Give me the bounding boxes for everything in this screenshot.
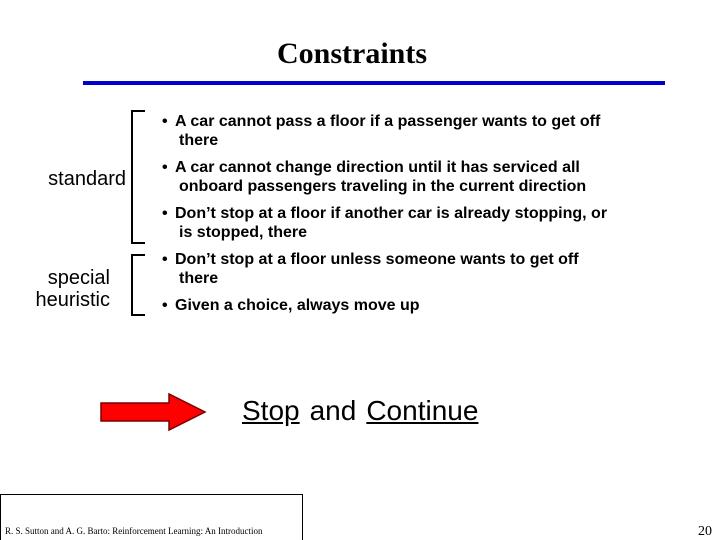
page-number: 20	[698, 524, 712, 539]
stop-and-continue-callout	[242, 393, 478, 429]
constraint-bullet	[162, 112, 682, 150]
title-underline-rule	[83, 81, 665, 85]
bullet-text: Don’t stop at a floor unless someone wants to get off	[175, 251, 579, 268]
category-label-special-heuristic	[10, 267, 110, 311]
standard-bracket	[131, 110, 145, 244]
bullet-glyph: •	[162, 297, 168, 314]
bullet-glyph: •	[162, 205, 168, 222]
callout-word-stop: Stop	[242, 395, 300, 426]
constraint-bullet	[162, 204, 682, 242]
callout-word-and: and	[309, 395, 357, 426]
callout-word-continue: Continue	[366, 395, 479, 426]
bullet-text-continued: there	[179, 132, 219, 149]
bullet-glyph: •	[162, 159, 168, 176]
bullet-text: A car cannot pass a floor if a passenger wants to get off	[175, 113, 601, 130]
bullet-text: Don’t stop at a floor if another car is already stopping, or	[175, 205, 608, 222]
category-label-line: heuristic	[35, 289, 110, 311]
constraint-bullet	[162, 158, 682, 196]
constraint-bullet	[162, 296, 682, 315]
bullet-text-continued: onboard passengers traveling in the current direction	[179, 178, 587, 195]
bullet-text-continued: is stopped, there	[179, 224, 308, 241]
footer-citation: R. S. Sutton and A. G. Barto: Reinforcement Learning: An Introduction	[5, 526, 263, 536]
bullet-glyph: •	[162, 113, 168, 130]
right-arrow-icon	[99, 392, 207, 432]
bullet-text-continued: there	[179, 270, 219, 287]
bullet-text: A car cannot change direction until it has serviced all	[175, 159, 580, 176]
heuristic-bracket	[131, 254, 145, 316]
category-label-line: special	[47, 267, 110, 289]
slide-title: Constraints	[276, 37, 427, 70]
bullet-glyph: •	[162, 251, 168, 268]
category-label-standard: standard	[48, 168, 126, 190]
constraint-bullet	[162, 250, 682, 288]
bullet-text: Given a choice, always move up	[175, 297, 420, 314]
